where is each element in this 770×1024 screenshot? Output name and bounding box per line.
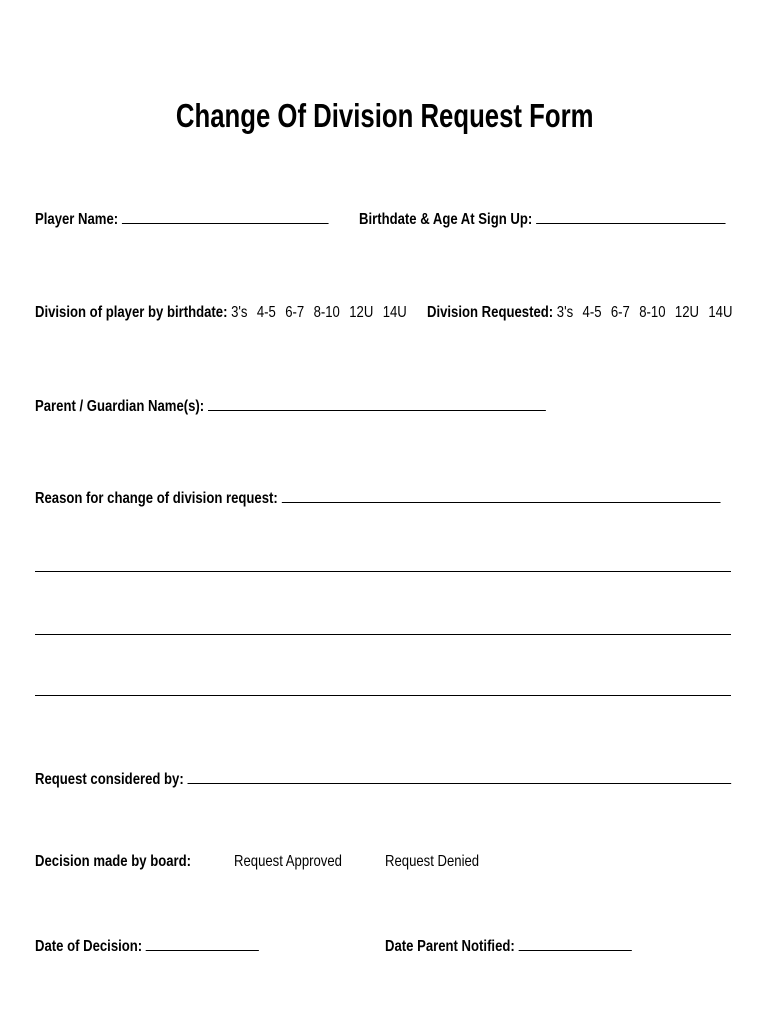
- decision-label: Decision made by board:: [35, 853, 192, 870]
- division-by-birthdate-row: [35, 302, 413, 324]
- division-option[interactable]: 8-10: [313, 304, 340, 321]
- requested-option[interactable]: 3's: [556, 304, 574, 321]
- date-of-decision-label: Date of Decision:: [35, 938, 143, 955]
- division-by-birthdate-label: Division of player by birthdate:: [35, 304, 228, 321]
- division-option[interactable]: 3's: [231, 304, 248, 321]
- birthdate-label: Birthdate & Age At Sign Up:: [359, 211, 533, 228]
- division-option[interactable]: 6-7: [285, 304, 305, 321]
- request-denied-option[interactable]: Request Denied: [385, 853, 480, 870]
- division-option[interactable]: 4-5: [256, 304, 276, 321]
- requested-option[interactable]: 6-7: [610, 304, 630, 321]
- requested-option[interactable]: 8-10: [639, 304, 666, 321]
- reason-field[interactable]: [281, 487, 720, 503]
- division-requested-row: [427, 302, 738, 324]
- requested-option[interactable]: 4-5: [582, 304, 602, 321]
- considered-by-field[interactable]: [187, 768, 731, 784]
- date-parent-notified-label: Date Parent Notified:: [385, 938, 515, 955]
- reason-line-2[interactable]: [35, 634, 731, 635]
- requested-option[interactable]: 12U: [674, 304, 699, 321]
- considered-by-label: Request considered by:: [35, 771, 184, 788]
- player-name-field[interactable]: [122, 208, 329, 224]
- date-of-decision-field[interactable]: [146, 935, 259, 951]
- parent-guardian-label: Parent / Guardian Name(s):: [35, 398, 205, 415]
- page-title: [0, 96, 770, 136]
- considered-by-row: [35, 768, 731, 791]
- reason-label: Reason for change of division request:: [35, 490, 278, 507]
- birthdate-row: [359, 208, 725, 231]
- birthdate-field[interactable]: [536, 208, 725, 224]
- reason-row: [35, 487, 720, 510]
- date-parent-notified-row: [385, 935, 632, 958]
- reason-line-3[interactable]: [35, 695, 731, 696]
- player-name-label: Player Name:: [35, 211, 119, 228]
- title-text: Change Of Division Request Form: [176, 97, 594, 134]
- request-approved-option[interactable]: Request Approved: [234, 853, 342, 870]
- parent-guardian-row: [35, 395, 546, 418]
- requested-option[interactable]: 14U: [708, 304, 733, 321]
- parent-guardian-field[interactable]: [208, 395, 546, 411]
- player-name-row: [35, 208, 328, 231]
- date-of-decision-row: [35, 935, 259, 958]
- division-option[interactable]: 14U: [382, 304, 407, 321]
- division-option[interactable]: 12U: [349, 304, 374, 321]
- division-requested-label: Division Requested:: [427, 304, 554, 321]
- reason-line-1[interactable]: [35, 571, 731, 572]
- date-parent-notified-field[interactable]: [518, 935, 631, 951]
